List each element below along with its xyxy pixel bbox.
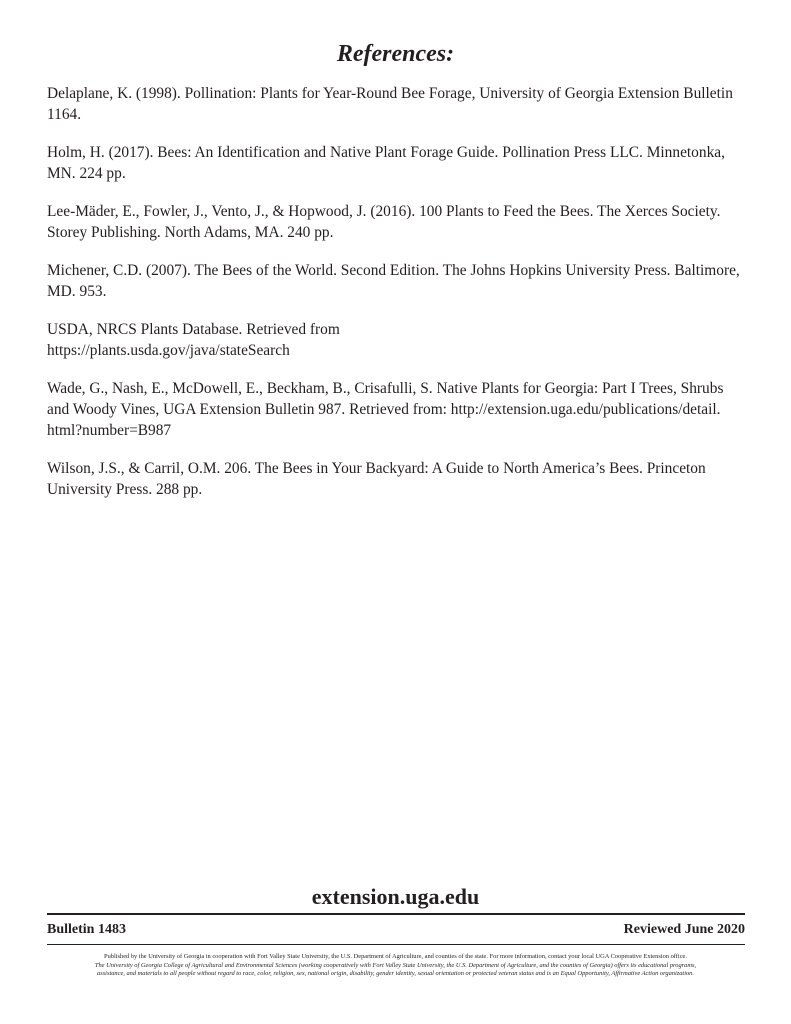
reference-line: Wade, G., Nash, E., McDowell, E., Beckham, B., Crisafulli, S. Native Plants for Georgia: Part I Trees, Shrubs [47,380,724,397]
footer-divider-top [47,913,745,915]
reference-line: University Press. 288 pp. [47,481,203,498]
reference-list [47,83,753,517]
page-title: References: [336,41,455,67]
reference-item [47,201,753,243]
reference-line: Storey Publishing. North Adams, MA. 240 pp. [47,224,334,241]
reference-line: Lee-Mäder, E., Fowler, J., Vento, J., & Hopwood, J. (2016). 100 Plants to Feed the Bees. The Xerces Society. [47,203,721,220]
review-date: Reviewed June 2020 [623,922,745,937]
footer-fine-print [40,953,751,979]
reference-line: Delaplane, K. (1998). Pollination: Plants for Year-Round Bee Forage, University of Georgia Extension Bulletin [47,85,733,102]
reference-line: USDA, NRCS Plants Database. Retrieved from [47,321,340,338]
reference-line: MN. 224 pp. [47,165,126,182]
reference-item [47,142,753,184]
reference-link: https://plants.usda.gov/java/stateSearch [47,342,290,359]
reference-line: Wilson, J.S., & Carril, O.M. 206. The Bees in Your Backyard: A Guide to North America’s Bees. Princeton [47,460,706,477]
footer-divider-bottom [47,944,745,945]
reference-line: html?number=B987 [47,422,172,439]
footer-bulletin-row [47,920,745,940]
equal-opportunity-statement-line-2: assistance, and materials to all people without regard to race, color, religion, sex, national origin, disability, gender identity, sexual orientation or protected veteran status and is an Equal Opportunity, Affirmative Action organization. [97,970,694,978]
reference-line: MD. 953. [47,283,107,300]
site-url: extension.uga.edu [311,884,480,909]
reference-line: Michener, C.D. (2007). The Bees of the World. Second Edition. The Johns Hopkins University Press. Baltimore, [47,262,740,279]
reference-item [47,260,753,302]
reference-line: Holm, H. (2017). Bees: An Identification and Native Plant Forage Guide. Pollination Press LLC. Minnetonka, [47,144,725,161]
reference-item [47,378,753,441]
equal-opportunity-statement-line-1: The University of Georgia College of Agricultural and Environmental Sciences (working cooperatively with Fort Valley State University, the U.S. Department of Agriculture, and the counties of Georgia) offers its educational programs, [94,961,697,969]
reference-line: 1164. [47,106,82,123]
reference-item [47,458,753,500]
reference-line: and Woody Vines, UGA Extension Bulletin 987. Retrieved from: http://extension.uga.edu/publications/detail. [47,401,721,418]
publisher-note: Published by the University of Georgia in cooperation with Fort Valley State University, the U.S. Department of Agriculture, and counties of the state. For more information, contact your local UGA Cooperative Extension office. [104,953,687,960]
reference-item [47,83,753,125]
reference-item [47,319,753,361]
bulletin-number: Bulletin 1483 [47,922,126,937]
